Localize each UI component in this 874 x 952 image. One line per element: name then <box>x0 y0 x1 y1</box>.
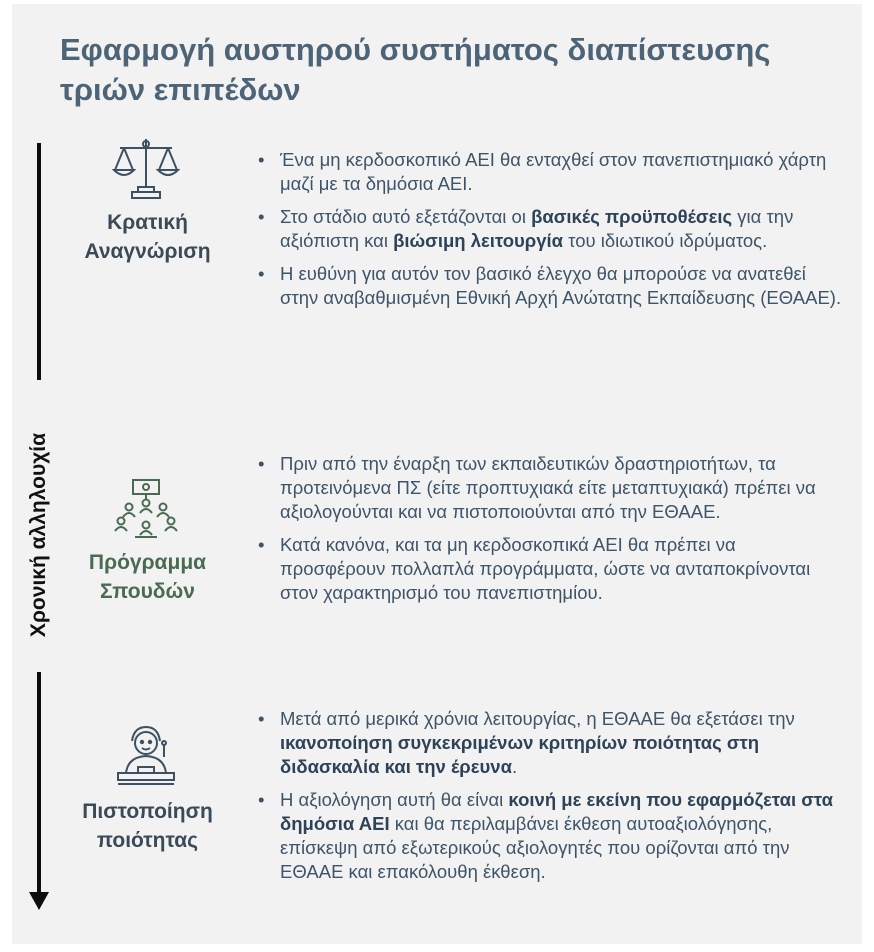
bullet-bold: ικανοποίηση συγκεκριμένων κριτηρίων ποιότητας στη διδασκαλία και την έρευνα <box>280 732 760 777</box>
bullet-text: για την αξιόπιστη και <box>280 206 794 251</box>
teacher-icon <box>114 723 178 794</box>
bullet-list-curriculum <box>256 452 846 614</box>
bullet-bold: κοινή με εκείνη που εφαρμόζεται στα δημόσια ΑΕΙ <box>280 789 834 834</box>
section-label-quality <box>70 797 225 855</box>
section-label-line: Πιστοποίηση <box>82 800 213 823</box>
section-label-recognition <box>70 208 225 266</box>
bullet-list-quality <box>256 707 846 893</box>
section-label-line: ποιότητας <box>96 829 199 852</box>
page-title: Εφαρμογή αυστηρού συστήματος διαπίστευσης τριών επιπέδων <box>60 32 771 107</box>
bullet-text: Η ευθύνη για αυτόν τον βασικό έλεγχο θα μπορούσε να ανατεθεί στην αναβαθμισμένη Εθνική Αρχή Ανώτατης Εκπαίδευσης (ΕΘΑΑΕ). <box>280 263 842 308</box>
list-item <box>256 533 846 605</box>
bullet-text: . <box>511 756 518 777</box>
bullet-text: και θα περιλαμβάνει έκθεση αυτοαξιολόγησης, επίσκεψη από εξωτερικούς αξιολογητές που ορίζονται από την ΕΘΑΑΕ και επακόλουθη έκθεση. <box>280 813 790 882</box>
bullet-text: Μετά από μερικά χρόνια λειτουργίας, η ΕΘΑΑΕ θα εξετάσει την <box>280 708 795 729</box>
timeline-line-top <box>37 143 41 380</box>
list-item <box>256 262 846 310</box>
bullet-list-recognition <box>256 148 846 319</box>
bullet-text: Ένα μη κερδοσκοπικό ΑΕΙ θα ενταχθεί στον πανεπιστημιακό χάρτη μαζί με τα δημόσια ΑΕΙ. <box>280 149 827 194</box>
section-label-line: Πρόγραμμα <box>88 551 207 574</box>
timeline-line-bottom <box>37 672 41 894</box>
timeline-arrow-icon <box>29 892 49 910</box>
list-item <box>256 707 846 779</box>
section-label-curriculum <box>70 548 225 606</box>
bullet-text: Πριν από την έναρξη των εκπαιδευτικών δραστηριοτήτων, τα προτεινόμενα ΠΣ (είτε προπτυχιακά είτε μεταπτυχιακά) πρέπει να αξιολογούνται και να πιστοποιούνται από την ΕΘΑΑΕ. <box>280 453 816 522</box>
list-item <box>256 148 846 196</box>
bullet-text: Κατά κανόνα, και τα μη κερδοσκοπικά ΑΕΙ θα πρέπει να προσφέρουν πολλαπλά προγράμματα, ώστε να ανταποκρίνονται στον χαρακτηρισμό του πανεπιστημίου. <box>280 534 811 603</box>
bullet-bold: βιώσιμη λειτουργία <box>393 230 564 251</box>
scales-icon <box>112 135 180 208</box>
bullet-text: Στο στάδιο αυτό εξετάζονται οι <box>280 206 532 227</box>
timeline-label: Χρονική αλληλουχία <box>27 432 50 638</box>
list-item <box>256 205 846 253</box>
list-item <box>256 452 846 524</box>
list-item <box>256 788 846 884</box>
section-label-line: Κρατική <box>107 211 188 234</box>
bullet-text: του ιδιωτικού ιδρύματος. <box>563 230 768 251</box>
bullet-text: Η αξιολόγηση αυτή θα είναι <box>280 789 509 810</box>
bullet-bold: βασικές προϋποθέσεις <box>531 206 733 227</box>
section-label-line: Αναγνώριση <box>84 240 211 263</box>
classroom-icon <box>113 477 179 548</box>
section-label-line: Σπουδών <box>100 580 195 603</box>
